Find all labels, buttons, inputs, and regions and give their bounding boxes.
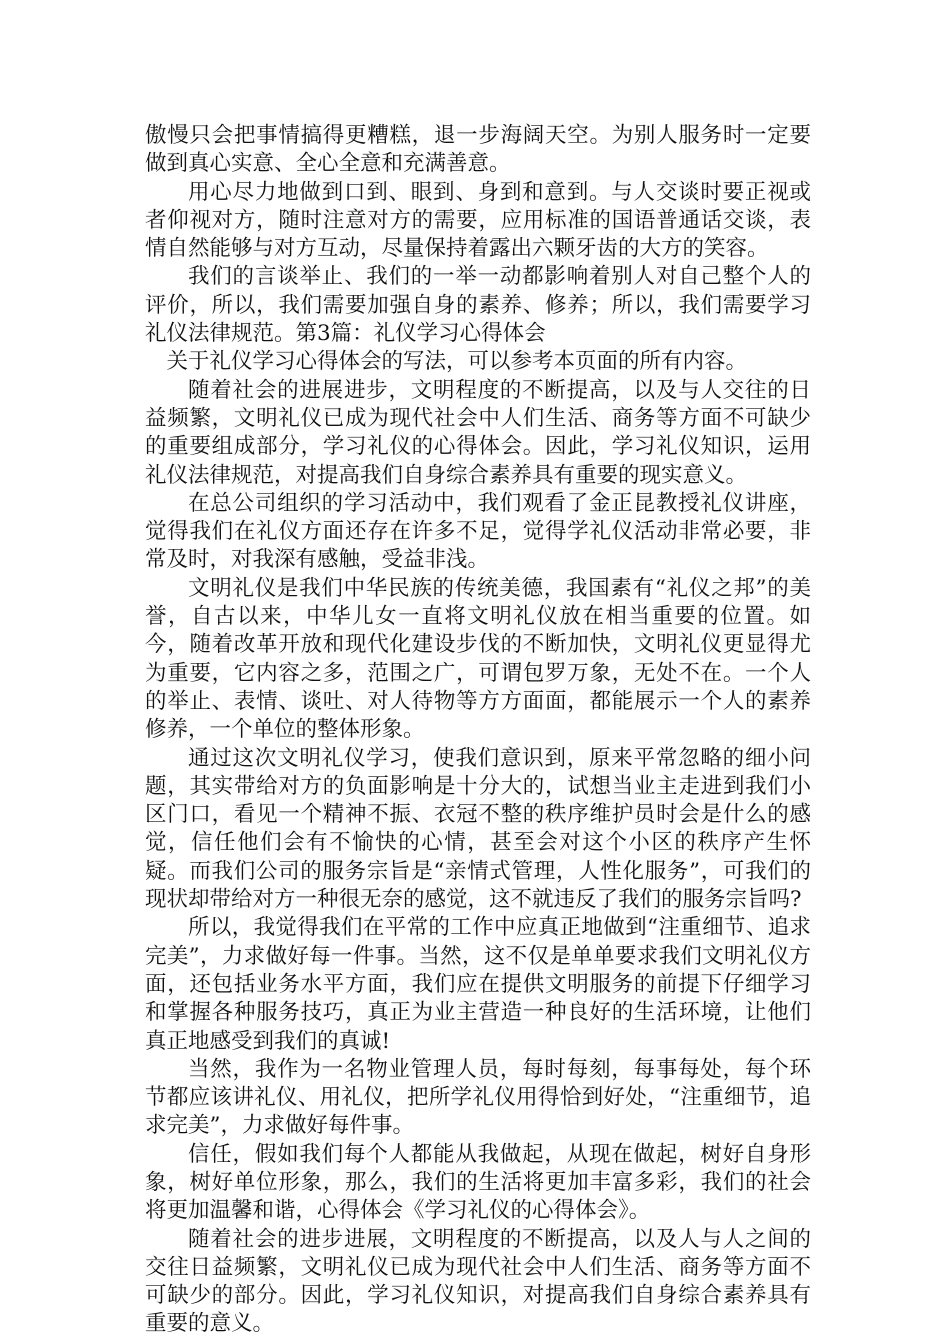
paragraph-9: 所以，我觉得我们在平常的工作中应真正地做到“注重细节、追求完美”，力求做好每一件事。当然，这不仅是单单要求我们文明礼仪方面，还包括业务水平方面，我们应在提供文明服务的前提下仔细学习和掌握各种服务技巧，真正为业主营造一种良好的生活环境，让他们真正地感受到我们的真诚! xyxy=(145,915,811,1054)
paragraph-2: 用心尽力地做到口到、眼到、身到和意到。与人交谈时要正视或者仰视对方，随时注意对方的需要，应用标准的国语普通话交谈，表情自然能够与对方互动，尽量保持着露出六颗牙齿的大方的笑容。 xyxy=(145,179,811,262)
paragraph-5: 随着社会的进展进步，文明程度的不断提高，以及与人交往的日益频繁，文明礼仪已成为现代社会中人们生活、商务等方面不可缺少的重要组成部分，学习礼仪的心得体会。因此，学习礼仪知识，运用礼仪法律规范，对提高我们自身综合素养具有重要的现实意义。 xyxy=(145,377,811,488)
document-body xyxy=(145,122,811,1339)
paragraph-12: 随着社会的进步进展，文明程度的不断提高，以及人与人之间的交往日益频繁，文明礼仪已成为现代社会中人们生活、商务等方面不可缺少的部分。因此，学习礼仪知识，对提高我们自身综合素养具有重要的意义。 xyxy=(145,1226,811,1337)
paragraph-7: 文明礼仪是我们中华民族的传统美德，我国素有“礼仪之邦”的美誉，自古以来，中华儿女一直将文明礼仪放在相当重要的位置。如今，随着改革开放和现代化建设步伐的不断加快，文明礼仪更显得尤为重要，它内容之多，范围之广，可谓包罗万象，无处不在。一个人的举止、表情、谈吐、对人待物等方方面面，都能展示一个人的素养修养，一个单位的整体形象。 xyxy=(145,575,811,743)
paragraph-3: 我们的言谈举止、我们的一举一动都影响着别人对自己整个人的评价，所以，我们需要加强自身的素养、修养；所以，我们需要学习礼仪法律规范。第3篇：礼仪学习心得体会 xyxy=(145,264,811,347)
paragraph-8: 通过这次文明礼仪学习，使我们意识到，原来平常忽略的细小问题，其实带给对方的负面影响是十分大的，试想当业主走进到我们小区门口，看见一个精神不振、衣冠不整的秩序维护员时会是什么的感觉，信任他们会有不愉快的心情，甚至会对这个小区的秩序产生怀疑。而我们公司的服务宗旨是“亲情式管理，人性化服务”，可我们的现状却带给对方一种很无奈的感觉，这不就违反了我们的服务宗旨吗? xyxy=(145,745,811,913)
paragraph-6: 在总公司组织的学习活动中，我们观看了金正昆教授礼仪讲座，觉得我们在礼仪方面还存在许多不足，觉得学礼仪活动非常必要，非常及时，对我深有感触，受益非浅。 xyxy=(145,490,811,573)
paragraph-1: 傲慢只会把事情搞得更糟糕，退一步海阔天空。为别人服务时一定要做到真心实意、全心全意和充满善意。 xyxy=(145,123,811,177)
paragraph-10: 当然，我作为一名物业管理人员，每时每刻，每事每处，每个环节都应该讲礼仪、用礼仪，把所学礼仪用得恰到好处，“注重细节，追求完美”，力求做好每件事。 xyxy=(145,1056,811,1139)
paragraph-4: 关于礼仪学习心得体会的写法，可以参考本页面的所有内容。 xyxy=(166,349,748,375)
paragraph-11: 信任，假如我们每个人都能从我做起，从现在做起，树好自身形象，树好单位形象，那么，我们的生活将更加丰富多彩，我们的社会将更加温馨和谐，心得体会《学习礼仪的心得体会》。 xyxy=(145,1141,811,1224)
